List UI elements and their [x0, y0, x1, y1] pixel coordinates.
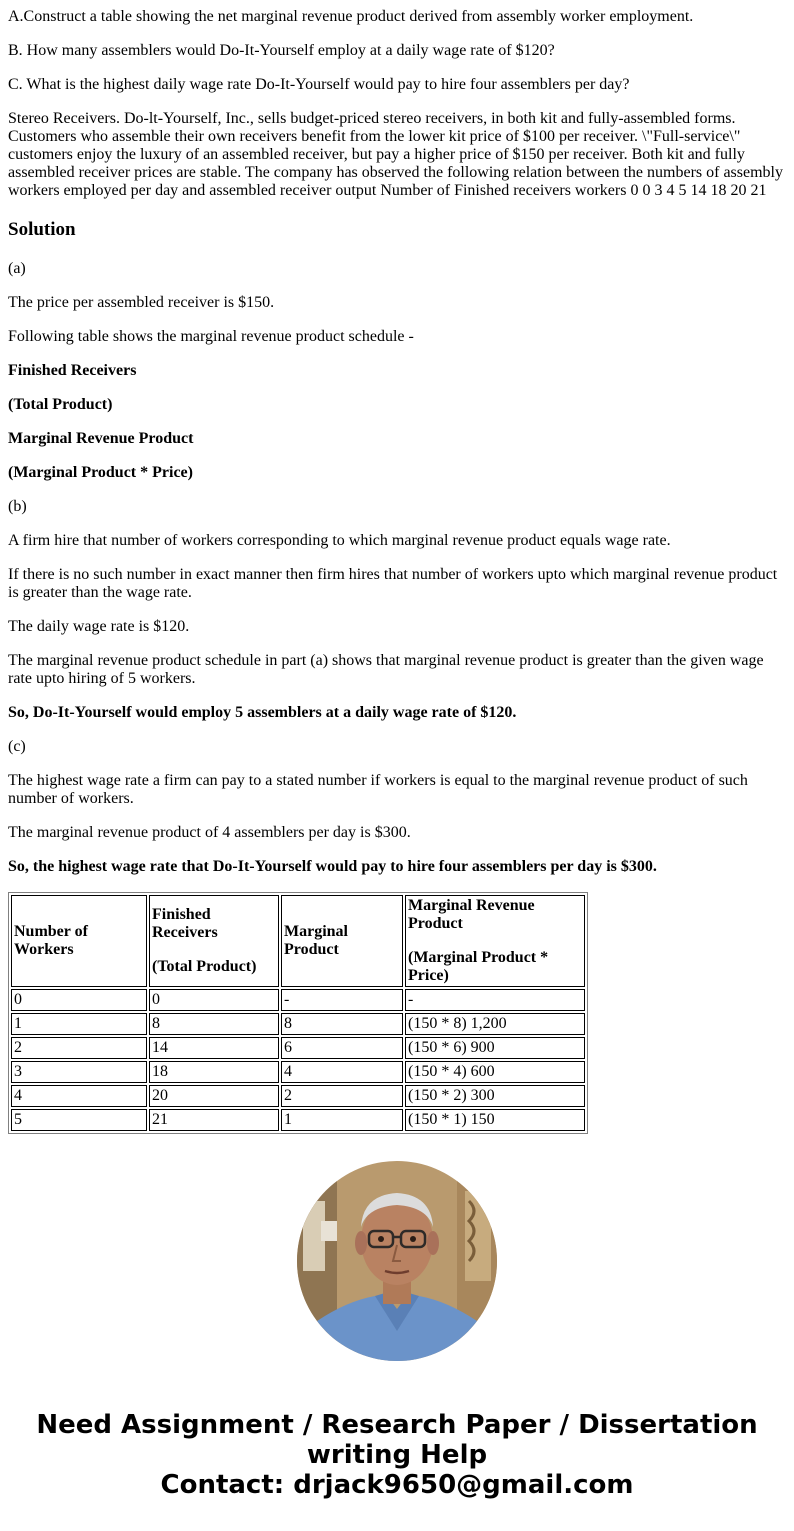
header-mrp-line2: (Marginal Product * Price)	[408, 949, 549, 984]
part-b-para-4: The marginal revenue product schedule in part (a) shows that marginal revenue product is greater than the given wage rate upto hiring of 5 workers.	[8, 652, 764, 687]
table-cell: 0	[149, 989, 279, 1011]
question-context: Stereo Receivers. Do-lt-Yourself, Inc., sells budget-priced stereo receivers, in both kit and fully-assembled forms. Customers who assemble their own receivers benefit from the lower kit price of $100 per receiver. \"Full-service\" customers enjoy the luxury of an assembled receiver, but pay a higher price of $150 per receiver. Both kit and fully assembled receiver prices are stable. The company has observed the following relation between the numbers of assembly workers employed per day and assembled receiver output Number of Finished receivers workers 0 0 3 4 5 14 18 20 21	[8, 110, 783, 199]
table-row	[11, 1061, 585, 1083]
table-cell: (150 * 1) 150	[405, 1109, 585, 1131]
bold-text: So, Do-It-Yourself would employ 5 assemblers at a daily wage rate of $120.	[8, 704, 517, 721]
question-part-a: A.Construct a table showing the net marginal revenue product derived from assembly worker employment.	[8, 8, 694, 25]
part-c-para-1: The highest wage rate a firm can pay to a stated number if workers is equal to the marginal revenue product of such number of workers.	[8, 772, 748, 807]
mrp-table	[8, 892, 588, 1134]
table-cell: 20	[149, 1085, 279, 1107]
part-a-label: (a)	[8, 260, 26, 277]
tutor-portrait-image	[297, 1161, 497, 1361]
part-c-answer	[8, 858, 786, 876]
table-cell: -	[405, 989, 585, 1011]
table-cell: -	[281, 989, 403, 1011]
table-row	[11, 989, 585, 1011]
part-b-label: (b)	[8, 498, 27, 515]
table-cell: (150 * 4) 600	[405, 1061, 585, 1083]
table-cell: 6	[281, 1037, 403, 1059]
table-cell: 2	[281, 1085, 403, 1107]
question-part-c: C. What is the highest daily wage rate Do-It-Yourself would pay to hire four assemblers per day?	[8, 76, 630, 93]
part-c-para-2: The marginal revenue product of 4 assemblers per day is $300.	[8, 824, 411, 841]
question-part-b: B. How many assemblers would Do-It-Yourself employ at a daily wage rate of $120?	[8, 42, 555, 59]
part-a-bold-3	[8, 430, 786, 448]
table-header-row	[11, 895, 585, 987]
footer-line-2: Contact: drjack9650@gmail.com	[160, 1470, 634, 1500]
table-cell: 4	[11, 1085, 147, 1107]
header-mrp-line1: Marginal Revenue Product	[408, 897, 535, 932]
footer-banner	[0, 1410, 794, 1500]
part-a-intro: Following table shows the marginal revenue product schedule -	[8, 328, 414, 345]
table-cell: (150 * 2) 300	[405, 1085, 585, 1107]
part-c-label: (c)	[8, 738, 26, 755]
table-row	[11, 1013, 585, 1035]
footer-line-1: Need Assignment / Research Paper / Dissertation writing Help	[36, 1410, 758, 1470]
table-cell: (150 * 8) 1,200	[405, 1013, 585, 1035]
table-cell: 1	[281, 1109, 403, 1131]
part-a-bold-4	[8, 464, 786, 482]
table-cell: 8	[149, 1013, 279, 1035]
solution-heading: Solution	[8, 219, 76, 240]
table-cell: 1	[11, 1013, 147, 1035]
table-cell: 3	[11, 1061, 147, 1083]
bold-text: (Total Product)	[8, 396, 113, 413]
bold-text: Marginal Revenue Product	[8, 430, 194, 447]
table-cell: 21	[149, 1109, 279, 1131]
table-cell: 5	[11, 1109, 147, 1131]
table-row	[11, 1085, 585, 1107]
table-cell: (150 * 6) 900	[405, 1037, 585, 1059]
part-a-price: The price per assembled receiver is $150.	[8, 294, 275, 311]
document-body	[0, 8, 794, 1134]
part-a-bold-1	[8, 362, 786, 380]
header-finished-line1: Finished Receivers	[152, 906, 218, 941]
avatar	[297, 1161, 497, 1361]
table-row	[11, 1109, 585, 1131]
table-cell: 18	[149, 1061, 279, 1083]
bold-text: So, the highest wage rate that Do-It-Yourself would pay to hire four assemblers per day is $300.	[8, 858, 657, 875]
table-cell: 14	[149, 1037, 279, 1059]
part-b-para-1: A firm hire that number of workers corresponding to which marginal revenue product equals wage rate.	[8, 532, 671, 549]
header-finished	[149, 895, 279, 987]
part-a-bold-2	[8, 396, 786, 414]
part-b-answer	[8, 704, 786, 722]
part-b-para-3: The daily wage rate is $120.	[8, 618, 190, 635]
bold-text: (Marginal Product * Price)	[8, 464, 193, 481]
header-mrp	[405, 895, 585, 987]
table-cell: 8	[281, 1013, 403, 1035]
table-cell: 0	[11, 989, 147, 1011]
table-cell: 4	[281, 1061, 403, 1083]
part-b-para-2: If there is no such number in exact manner then firm hires that number of workers upto which marginal revenue product is greater than the wage rate.	[8, 566, 778, 601]
table-cell: 2	[11, 1037, 147, 1059]
header-marginal: Marginal Product	[281, 895, 403, 987]
header-finished-line2: (Total Product)	[152, 958, 257, 975]
bold-text: Finished Receivers	[8, 362, 137, 379]
header-workers: Number of Workers	[11, 895, 147, 987]
table-row	[11, 1037, 585, 1059]
